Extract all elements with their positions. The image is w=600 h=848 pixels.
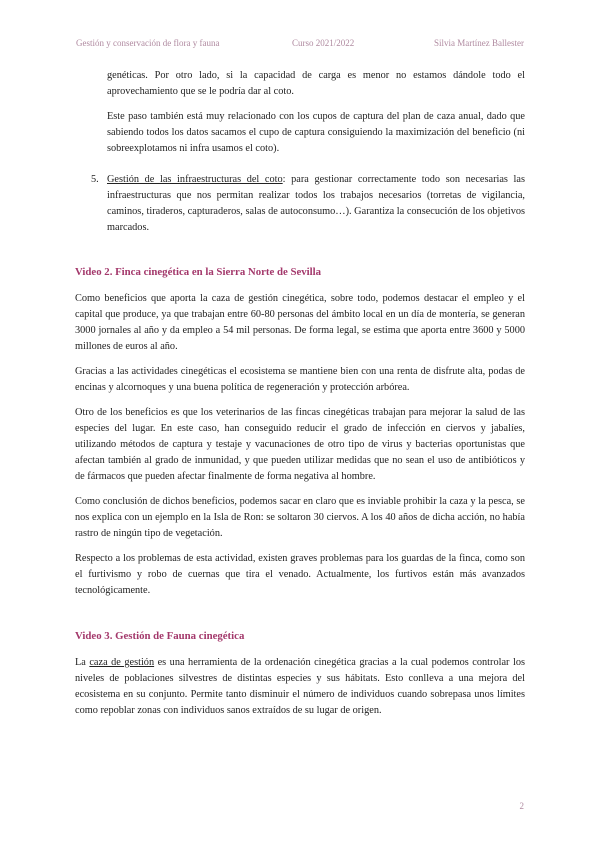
body-paragraph: Respecto a los problemas de esta actividad, existen graves problemas para los guardas de la finca, como son el furtivismo y robo de cuernas que tira el venado. Actualmente, los furtivos están más avanzados tecnológicamente. bbox=[75, 553, 525, 596]
list-item-number: 5. bbox=[91, 174, 99, 185]
list-item-title: Gestión de las infraestructuras del coto bbox=[107, 174, 283, 185]
header-course-title: Gestión y conservación de flora y fauna bbox=[76, 38, 220, 48]
paragraph-intro: La bbox=[75, 657, 90, 668]
section-heading-video3: Video 3. Gestión de Fauna cinegética bbox=[75, 630, 245, 642]
continued-paragraph: Este paso también está muy relacionado con los cupos de captura del plan de caza anual, dado que sabiendo todos los datos sacamos el cupo de captura consiguiendo la maximización del beneficio (ni sobreexplotamos ni infra usamos el coto). bbox=[107, 111, 525, 154]
page-body bbox=[75, 68, 525, 719]
list-item-text: : para gestionar correctamente todo son necesarias las infraestructuras que nos permitan realizar todos los trabajos necesarios (torretas de vigilancia, caminos, tiraderos, capturaderos, salas de autoconsumo…). Garantiza la consecución de los objetivos marcados. bbox=[107, 174, 525, 233]
header-academic-year: Curso 2021/2022 bbox=[292, 38, 355, 48]
body-paragraph: Gracias a las actividades cinegéticas el ecosistema se mantiene bien con una renta de disfrute alta, podas de encinas y alcornoques y una buena política de regeneración y protección arbórea. bbox=[75, 366, 525, 393]
body-paragraph: Otro de los beneficios es que los veterinarios de las fincas cinegéticas trabajan para mejorar la salud de las especies del lugar. En este caso, han conseguido reducir el grado de infección en ciervos y jabalíes, utilizando métodos de captura y testaje y vacunaciones de otro tipo de virus y bacterias oportunistas que afectan también al grado de inmunidad, y que pueden utilizar medidas que no sean el uso de antibióticos y de fármacos que pueden afectar finalmente de forma negativa al hombre. bbox=[75, 407, 525, 482]
list-item bbox=[91, 172, 525, 236]
page-header bbox=[76, 38, 524, 52]
body-paragraph: Como beneficios que aporta la caza de gestión cinegética, sobre todo, podemos destacar el empleo y el capital que produce, ya que trabajan entre 60-80 personas del ámbito local en un día de montería, se generan 3000 jornales al año y da empleo a 54 mil personas. De forma legal, se estima que aporta entre 3600 y 5000 millones de euros al año. bbox=[75, 293, 525, 352]
header-author: Silvia Martínez Ballester bbox=[434, 38, 524, 48]
section-heading-video2: Video 2. Finca cinegética en la Sierra Norte de Sevilla bbox=[75, 266, 322, 278]
page-number: 2 bbox=[519, 801, 524, 811]
body-paragraph bbox=[75, 655, 525, 719]
continued-paragraph: genéticas. Por otro lado, si la capacidad de carga es menor no estamos dándole todo el aprovechamiento que se le podría dar al coto. bbox=[107, 70, 525, 97]
underlined-term: caza de gestión bbox=[89, 657, 155, 668]
paragraph-text: es una herramienta de la ordenación cinegética gracias a la cual podemos controlar los niveles de poblaciones silvestres de distintas especies y sus hábitats. Esto conlleva a una mejora del ecosistema en su conjunto. Permite tanto disminuir el número de individuos cuando sobrepasa unos límites como repoblar zonas con individuos sanos extraídos de su lugar de origen. bbox=[75, 657, 525, 716]
body-paragraph: Como conclusión de dichos beneficios, podemos sacar en claro que es inviable prohibir la caza y la pesca, se nos explica con un ejemplo en la Isla de Ron: se soltaron 30 ciervos. A los 40 años de dicha acción, no había rastro de ningún tipo de vegetación. bbox=[75, 496, 525, 539]
